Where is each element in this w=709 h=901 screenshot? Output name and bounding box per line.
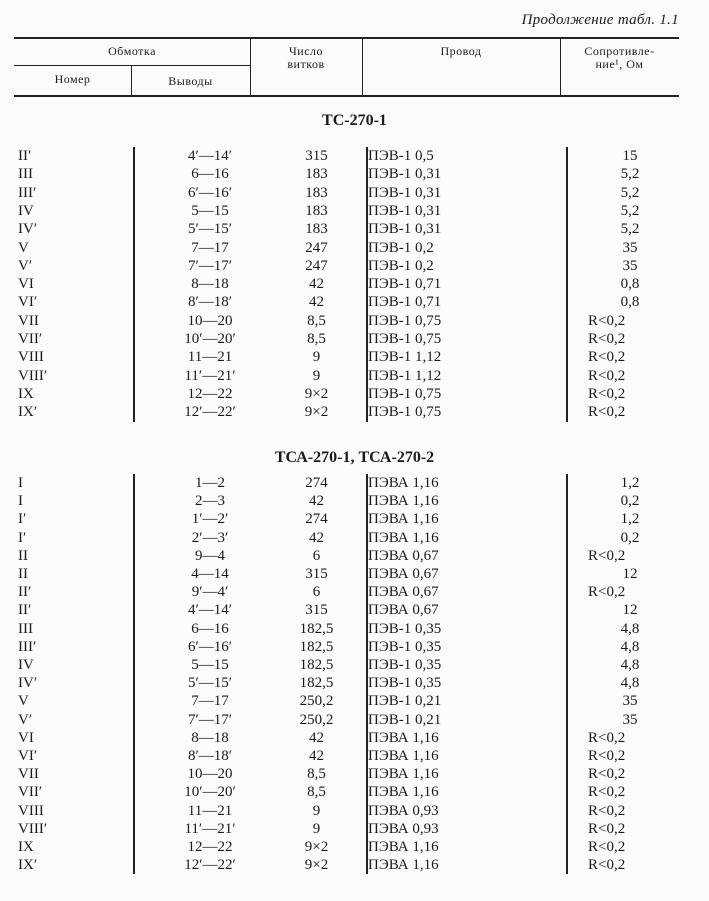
wire-type: ПЭВ-1 0,71 (368, 294, 442, 311)
winding-turns: 6 (312, 547, 321, 564)
winding-leads: 1—2 (195, 475, 225, 491)
winding-turns: 247 (305, 257, 328, 274)
winding-leads: 12—22 (187, 839, 233, 855)
wire-type: ПЭВА 0,93 (368, 802, 439, 819)
winding-resistance: R<0,2 (588, 404, 626, 421)
winding-number: III (18, 620, 33, 637)
winding-number: III′ (18, 184, 37, 201)
winding-leads: 5—15 (191, 657, 229, 673)
winding-resistance: R<0,2 (588, 748, 626, 764)
winding-resistance: R<0,2 (588, 385, 626, 402)
winding-resistance: 5,2 (620, 202, 640, 219)
winding-resistance: R<0,2 (588, 802, 626, 819)
winding-leads: 4′—14′ (187, 602, 233, 619)
table-row (0, 403, 709, 421)
winding-resistance: R<0,2 (588, 331, 626, 347)
section-title-tsa-270: ТСА-270-1, ТСА-270-2 (274, 449, 435, 466)
winding-number: I (18, 475, 23, 491)
winding-resistance: 4,8 (620, 657, 640, 673)
wire-type: ПЭВА 1,16 (368, 839, 439, 855)
winding-resistance: 35 (622, 693, 638, 710)
winding-number: V (18, 693, 29, 710)
winding-number: II′ (18, 584, 32, 601)
winding-turns: 250,2 (299, 693, 334, 710)
table-row (0, 147, 709, 165)
wire-type: ПЭВ-1 0,31 (368, 221, 442, 238)
table-row (0, 838, 709, 856)
winding-leads: 7—17 (191, 693, 229, 710)
section-title-ts-270-1: ТС-270-1 (322, 112, 387, 129)
wire-type: ПЭВА 1,16 (368, 511, 439, 528)
winding-resistance: R<0,2 (588, 349, 626, 366)
wire-type: ПЭВА 1,16 (368, 475, 439, 491)
wire-type: ПЭВ-1 0,31 (368, 202, 442, 219)
winding-turns: 42 (309, 729, 324, 746)
winding-leads: 8′—18′ (187, 294, 233, 311)
table-row (0, 747, 709, 765)
winding-number: V′ (18, 711, 33, 728)
header-top-rule (14, 37, 679, 39)
winding-turns: 182,5 (299, 675, 334, 692)
winding-number: I′ (18, 511, 27, 528)
wire-type: ПЭВА 1,16 (368, 784, 439, 801)
winding-number: IV′ (18, 221, 38, 238)
winding-leads: 8—18 (191, 276, 229, 293)
wire-type: ПЭВ-1 0,5 (368, 148, 434, 164)
winding-resistance: 4,8 (620, 675, 640, 692)
winding-resistance: 5,2 (620, 221, 640, 238)
winding-turns: 183 (305, 166, 328, 183)
winding-resistance: R<0,2 (588, 584, 626, 601)
table-row (0, 492, 709, 510)
table-row (0, 674, 709, 692)
winding-turns: 8,5 (307, 331, 326, 347)
winding-number: IX′ (18, 404, 38, 421)
winding-resistance: 5,2 (620, 184, 640, 201)
wire-type: ПЭВ-1 0,21 (368, 711, 442, 728)
wire-type: ПЭВА 1,16 (368, 766, 439, 783)
winding-leads: 12—22 (187, 385, 233, 402)
table-row (0, 802, 709, 820)
winding-turns: 183 (305, 221, 328, 238)
winding-turns: 9×2 (304, 839, 329, 855)
table-row (0, 529, 709, 547)
winding-turns: 9 (312, 349, 321, 366)
winding-turns: 42 (309, 294, 324, 311)
winding-leads: 7—17 (191, 239, 229, 256)
winding-turns: 247 (305, 239, 328, 256)
wire-type: ПЭВ-1 0,35 (368, 638, 442, 655)
winding-turns: 250,2 (299, 711, 334, 728)
winding-leads: 8′—18′ (187, 748, 233, 764)
wire-type: ПЭВ-1 0,2 (368, 257, 434, 274)
winding-turns: 42 (309, 276, 324, 293)
header-resistance-line1: Сопротивле- (584, 44, 655, 58)
wire-type: ПЭВ-1 0,35 (368, 657, 442, 673)
winding-leads: 6—16 (191, 166, 229, 183)
winding-turns: 315 (305, 148, 328, 164)
winding-resistance: 4,8 (620, 638, 640, 655)
winding-resistance: R<0,2 (588, 312, 626, 329)
winding-turns: 8,5 (307, 784, 326, 801)
table-row (0, 474, 709, 492)
winding-number: I′ (18, 529, 27, 546)
header-bottom-rule (14, 95, 679, 97)
table-row (0, 293, 709, 311)
winding-turns: 6 (312, 584, 321, 601)
header-turns-line2: витков (287, 57, 325, 71)
winding-number: V′ (18, 257, 33, 274)
winding-turns: 8,5 (307, 312, 326, 329)
winding-turns: 182,5 (299, 657, 334, 673)
table-row (0, 547, 709, 565)
winding-number: IV (18, 657, 34, 673)
winding-leads: 10—20 (187, 766, 233, 783)
winding-leads: 11′—21′ (184, 820, 236, 837)
wire-type: ПЭВА 1,16 (368, 529, 439, 546)
table-row (0, 367, 709, 385)
table-row (0, 583, 709, 601)
winding-number: IX (18, 385, 34, 402)
winding-number: VII (18, 766, 39, 783)
wire-type: ПЭВ-1 0,75 (368, 385, 442, 402)
winding-resistance: 0,8 (620, 276, 640, 293)
winding-turns: 182,5 (299, 620, 334, 637)
winding-leads: 5′—15′ (187, 675, 233, 692)
wire-type: ПЭВ-1 0,35 (368, 620, 442, 637)
winding-leads: 12′—22′ (184, 404, 236, 421)
wire-type: ПЭВА 0,67 (368, 584, 439, 601)
winding-resistance: 4,8 (620, 620, 640, 637)
header-leads: Выводы (168, 74, 213, 88)
wire-type: ПЭВ-1 0,75 (368, 331, 442, 347)
table-row (0, 312, 709, 330)
wire-type: ПЭВА 0,67 (368, 547, 439, 564)
wire-type: ПЭВ-1 0,35 (368, 675, 442, 692)
winding-resistance: 15 (622, 148, 638, 164)
table-row (0, 220, 709, 238)
table-row (0, 656, 709, 674)
winding-number: II′ (18, 148, 32, 164)
winding-turns: 274 (305, 475, 328, 491)
winding-number: VIII (18, 802, 44, 819)
winding-number: V (18, 239, 29, 256)
winding-number: III (18, 166, 33, 183)
winding-leads: 7′—17′ (187, 711, 233, 728)
wire-type: ПЭВ-1 0,71 (368, 276, 442, 293)
winding-number: IX (18, 839, 34, 855)
table-row (0, 820, 709, 838)
winding-turns: 182,5 (299, 638, 334, 655)
winding-resistance: 5,2 (620, 166, 640, 183)
wire-type: ПЭВ-1 1,12 (368, 349, 442, 366)
wire-type: ПЭВ-1 0,31 (368, 184, 442, 201)
winding-turns: 9 (312, 367, 321, 384)
table-row (0, 711, 709, 729)
winding-number: II (18, 547, 28, 564)
winding-turns: 274 (305, 511, 328, 528)
header-wire: Провод (440, 44, 482, 58)
winding-leads: 10′—20′ (184, 784, 236, 801)
winding-resistance: 1,2 (620, 475, 640, 491)
winding-turns: 183 (305, 184, 328, 201)
winding-resistance: 0,8 (620, 294, 640, 311)
winding-resistance: 35 (622, 711, 638, 728)
table-row (0, 601, 709, 619)
table-row (0, 765, 709, 783)
winding-leads: 6—16 (191, 620, 229, 637)
table-row (0, 620, 709, 638)
winding-turns: 8,5 (307, 766, 326, 783)
table-row (0, 330, 709, 348)
winding-leads: 10—20 (187, 312, 233, 329)
winding-leads: 5′—15′ (187, 221, 233, 238)
wire-type: ПЭВ-1 0,31 (368, 166, 442, 183)
winding-leads: 6′—16′ (187, 184, 233, 201)
wire-type: ПЭВ-1 0,2 (368, 239, 434, 256)
winding-resistance: 35 (622, 257, 638, 274)
winding-number: VI (18, 276, 34, 293)
winding-leads: 7′—17′ (187, 257, 233, 274)
winding-number: IX′ (18, 857, 38, 874)
table-row (0, 692, 709, 710)
table-row (0, 856, 709, 874)
winding-leads: 2′—3′ (191, 529, 229, 546)
table-row (0, 385, 709, 403)
winding-number: VIII (18, 349, 44, 366)
winding-turns: 9 (312, 802, 321, 819)
winding-leads: 9—4 (195, 547, 225, 564)
winding-number: IV′ (18, 675, 38, 692)
winding-leads: 4—14 (191, 566, 229, 582)
winding-number: II′ (18, 602, 32, 619)
winding-leads: 4′—14′ (187, 148, 233, 164)
table-row (0, 239, 709, 257)
table-row (0, 257, 709, 275)
winding-resistance: R<0,2 (588, 367, 626, 384)
winding-resistance: 0,2 (620, 529, 640, 546)
winding-leads: 11—21 (187, 349, 233, 366)
wire-type: ПЭВА 1,16 (368, 857, 439, 874)
header-turns-line1: Число (288, 44, 324, 58)
winding-leads: 12′—22′ (184, 857, 236, 874)
winding-leads: 9′—4′ (191, 584, 229, 601)
winding-resistance: R<0,2 (588, 547, 626, 564)
winding-number: VII′ (18, 784, 43, 801)
winding-resistance: 35 (622, 239, 638, 256)
header-resistance-line2: ние¹, Ом (595, 57, 644, 71)
table-row (0, 165, 709, 183)
wire-type: ПЭВА 0,67 (368, 566, 439, 582)
winding-number: VIII′ (18, 820, 48, 837)
winding-leads: 10′—20′ (184, 331, 236, 347)
table-row (0, 202, 709, 220)
winding-resistance: R<0,2 (588, 766, 626, 783)
winding-resistance: 1,2 (620, 511, 640, 528)
table-row (0, 729, 709, 747)
wire-type: ПЭВ-1 0,21 (368, 693, 442, 710)
winding-leads: 11—21 (187, 802, 233, 819)
winding-number: VIII′ (18, 367, 48, 384)
table-row (0, 783, 709, 801)
winding-turns: 183 (305, 202, 328, 219)
table-row (0, 565, 709, 583)
winding-resistance: R<0,2 (588, 784, 626, 801)
winding-turns: 9×2 (304, 385, 329, 402)
winding-resistance: 12 (622, 566, 638, 582)
winding-leads: 2—3 (195, 493, 225, 510)
winding-turns: 42 (309, 529, 324, 546)
winding-number: VI′ (18, 294, 38, 311)
winding-number: VI′ (18, 748, 38, 764)
table-row (0, 184, 709, 202)
wire-type: ПЭВА 1,16 (368, 493, 439, 510)
table-row (0, 638, 709, 656)
winding-turns: 9×2 (304, 404, 329, 421)
winding-turns: 315 (305, 602, 328, 619)
winding-resistance: 12 (622, 602, 638, 619)
header-mid-rule (14, 65, 250, 66)
winding-resistance: R<0,2 (588, 820, 626, 837)
table-row (0, 510, 709, 528)
winding-resistance: R<0,2 (588, 729, 626, 746)
wire-type: ПЭВА 1,16 (368, 729, 439, 746)
winding-number: VI (18, 729, 34, 746)
wire-type: ПЭВ-1 1,12 (368, 367, 442, 384)
winding-leads: 1′—2′ (191, 511, 229, 528)
winding-number: VII (18, 312, 39, 329)
winding-turns: 42 (309, 493, 324, 510)
winding-turns: 42 (309, 748, 324, 764)
wire-type: ПЭВ-1 0,75 (368, 312, 442, 329)
table-row (0, 275, 709, 293)
table-caption: Продолжение табл. 1.1 (521, 12, 679, 28)
winding-number: I (18, 493, 23, 510)
winding-resistance: 0,2 (620, 493, 640, 510)
winding-number: VII′ (18, 331, 43, 347)
winding-number: II (18, 566, 28, 582)
header-winding: Обмотка (108, 44, 156, 58)
winding-resistance: R<0,2 (588, 857, 626, 874)
winding-turns: 9 (312, 820, 321, 837)
winding-leads: 6′—16′ (187, 638, 233, 655)
header-number: Номер (54, 72, 91, 86)
wire-type: ПЭВА 0,93 (368, 820, 439, 837)
winding-turns: 315 (305, 566, 328, 582)
winding-number: IV (18, 202, 34, 219)
winding-leads: 11′—21′ (184, 367, 236, 384)
winding-number: III′ (18, 638, 37, 655)
wire-type: ПЭВА 0,67 (368, 602, 439, 619)
table-row (0, 348, 709, 366)
winding-resistance: R<0,2 (588, 839, 626, 855)
winding-turns: 9×2 (304, 857, 329, 874)
winding-leads: 5—15 (191, 202, 229, 219)
wire-type: ПЭВА 1,16 (368, 748, 439, 764)
winding-leads: 8—18 (191, 729, 229, 746)
wire-type: ПЭВ-1 0,75 (368, 404, 442, 421)
